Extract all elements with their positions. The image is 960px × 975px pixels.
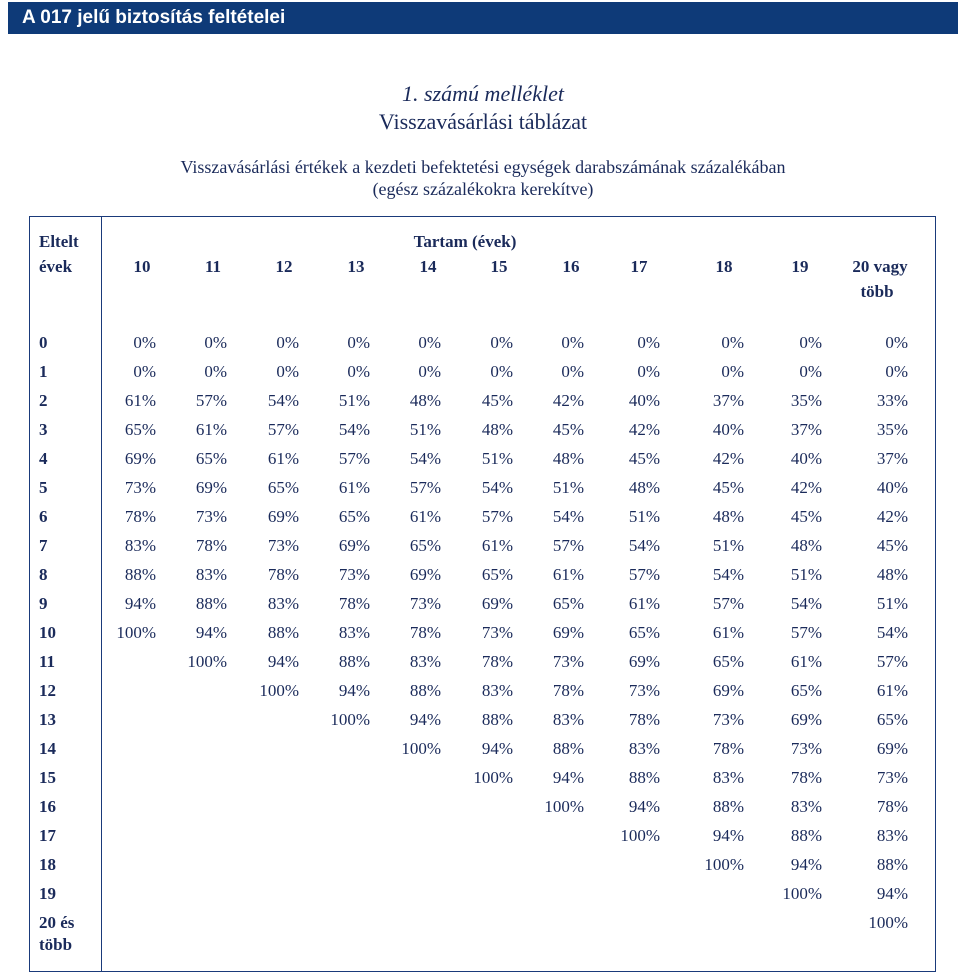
table-cell: 61% [481, 536, 513, 555]
row-label-text: 9 [39, 594, 48, 613]
table-cell: 73% [124, 478, 156, 497]
table-cell: 100% [868, 913, 908, 932]
row-label [39, 680, 99, 702]
table-cell: 0% [799, 362, 822, 381]
table-cell: 65% [790, 681, 822, 700]
row-label [39, 825, 99, 847]
table-cell: 83% [338, 623, 370, 642]
table-cell: 0% [885, 362, 908, 381]
table-cell: 0% [347, 333, 370, 352]
table-cell: 78% [124, 507, 156, 526]
table-cell: 78% [409, 623, 441, 642]
row-label [39, 651, 99, 673]
table-cell: 65% [267, 478, 299, 497]
table-cell: 37% [876, 449, 908, 468]
table-cell: 69% [409, 565, 441, 584]
table-cell: 61% [712, 623, 744, 642]
table-cell: 94% [552, 768, 584, 787]
table-cell: 54% [552, 507, 584, 526]
row-label-text: 14 [39, 739, 56, 758]
table-cell: 54% [481, 478, 513, 497]
row-label-text: 20 és [39, 913, 75, 932]
table-cell: 73% [338, 565, 370, 584]
table-cell: 40% [876, 478, 908, 497]
row-label [39, 883, 99, 905]
table-cell: 57% [481, 507, 513, 526]
table-cell: 48% [712, 507, 744, 526]
table-cell: 83% [409, 652, 441, 671]
table-cell: 69% [552, 623, 584, 642]
table-cell: 78% [712, 739, 744, 758]
table-cell: 100% [401, 739, 441, 758]
table-cell: 69% [481, 594, 513, 613]
table-cell: 69% [712, 681, 744, 700]
table-title: Visszavásárlási táblázat [378, 109, 588, 134]
table-cell: 100% [620, 826, 660, 845]
table-cell: 42% [790, 478, 822, 497]
column-header: 20 vagy [852, 257, 908, 276]
annex-title: 1. számú melléklet [402, 81, 564, 106]
column-header: 13 [347, 257, 365, 276]
table-cell: 73% [195, 507, 227, 526]
table-cell: 83% [790, 797, 822, 816]
row-label-text: 0 [39, 333, 48, 352]
table-cell: 57% [195, 391, 227, 410]
table-cell: 61% [876, 681, 908, 700]
table-cell: 69% [876, 739, 908, 758]
table-cell: 61% [628, 594, 660, 613]
table-cell: 88% [124, 565, 156, 584]
table-subtitle [0, 156, 960, 200]
row-label-text: 13 [39, 710, 56, 729]
table-cell: 94% [195, 623, 227, 642]
table-cell: 100% [259, 681, 299, 700]
table-cell: 100% [782, 884, 822, 903]
table-cell: 88% [712, 797, 744, 816]
table-cell: 69% [267, 507, 299, 526]
table-cell: 45% [712, 478, 744, 497]
table-cell: 78% [195, 536, 227, 555]
table-cell: 42% [712, 449, 744, 468]
table-cell: 0% [133, 362, 156, 381]
table-cell: 0% [133, 333, 156, 352]
row-label-text: 17 [39, 826, 56, 845]
table-cell: 57% [338, 449, 370, 468]
subtitle-line-2: (egész százalékokra kerekítve) [372, 179, 594, 199]
column-header-tobb: több [860, 282, 894, 301]
row-label [39, 912, 99, 956]
table-cell: 69% [195, 478, 227, 497]
table-cell: 73% [409, 594, 441, 613]
table-cell: 40% [628, 391, 660, 410]
table-cell: 57% [552, 536, 584, 555]
banner-title: A 017 jelű biztosítás feltételei [22, 7, 286, 28]
table-cell: 100% [330, 710, 370, 729]
page-heading [0, 80, 960, 136]
table-cell: 78% [481, 652, 513, 671]
table-cell: 88% [876, 855, 908, 874]
table-cell: 54% [628, 536, 660, 555]
row-label-text: 5 [39, 478, 48, 497]
table-cell: 45% [628, 449, 660, 468]
table-cell: 78% [338, 594, 370, 613]
table-cell: 73% [552, 652, 584, 671]
table-cell: 83% [552, 710, 584, 729]
table-cell: 48% [876, 565, 908, 584]
table-cell: 65% [481, 565, 513, 584]
table-cell: 65% [628, 623, 660, 642]
table-cell: 54% [338, 420, 370, 439]
table-cell: 35% [790, 391, 822, 410]
table-cell: 33% [876, 391, 908, 410]
table-cell: 51% [409, 420, 441, 439]
table-cell: 54% [876, 623, 908, 642]
table-cell: 94% [338, 681, 370, 700]
column-header: 16 [562, 257, 580, 276]
table-cell: 51% [876, 594, 908, 613]
column-header: 18 [715, 257, 733, 276]
column-header: 11 [204, 257, 222, 276]
column-header: 12 [275, 257, 293, 276]
table-cell: 61% [338, 478, 370, 497]
table-cell: 61% [409, 507, 441, 526]
table-cell: 54% [790, 594, 822, 613]
table-cell: 100% [473, 768, 513, 787]
column-header: 19 [791, 257, 809, 276]
table-cell: 51% [712, 536, 744, 555]
row-header-eltelt: Eltelt [39, 232, 79, 251]
table-cell: 0% [418, 362, 441, 381]
row-label-text: 12 [39, 681, 56, 700]
row-label-text: 7 [39, 536, 48, 555]
table-cell: 0% [637, 333, 660, 352]
table-cell: 51% [552, 478, 584, 497]
row-header-evek: évek [39, 257, 73, 276]
row-label-text: 8 [39, 565, 48, 584]
table-cell: 0% [276, 362, 299, 381]
table-cell: 65% [338, 507, 370, 526]
row-label [39, 854, 99, 876]
table-cell: 0% [721, 362, 744, 381]
row-label [39, 767, 99, 789]
table-cell: 45% [552, 420, 584, 439]
table-cell: 100% [704, 855, 744, 874]
table-cell: 65% [712, 652, 744, 671]
table-cell: 54% [409, 449, 441, 468]
table-cell: 100% [187, 652, 227, 671]
table-cell: 88% [628, 768, 660, 787]
table-cell: 69% [338, 536, 370, 555]
table-cell: 48% [409, 391, 441, 410]
table-cell: 94% [790, 855, 822, 874]
table-cell: 65% [195, 449, 227, 468]
table-cell: 83% [195, 565, 227, 584]
table-cell: 94% [409, 710, 441, 729]
table-cell: 57% [409, 478, 441, 497]
table-cell: 73% [790, 739, 822, 758]
table-cell: 78% [628, 710, 660, 729]
table-cell: 69% [124, 449, 156, 468]
table-cell: 42% [552, 391, 584, 410]
table-cell: 88% [338, 652, 370, 671]
table-cell: 51% [481, 449, 513, 468]
row-label-text: 10 [39, 623, 56, 642]
table-cell: 100% [544, 797, 584, 816]
table-cell: 40% [712, 420, 744, 439]
group-header-tartam: Tartam (évek) [413, 232, 517, 251]
table-cell: 0% [204, 333, 227, 352]
table-cell: 65% [124, 420, 156, 439]
row-label [39, 738, 99, 760]
table-cell: 94% [481, 739, 513, 758]
column-header: 14 [419, 257, 437, 276]
table-cell: 51% [338, 391, 370, 410]
table-cell: 61% [195, 420, 227, 439]
table-cell: 0% [347, 362, 370, 381]
table-cell: 88% [409, 681, 441, 700]
table-cell: 0% [490, 333, 513, 352]
table-cell: 0% [721, 333, 744, 352]
table-cell: 94% [712, 826, 744, 845]
table-cell: 0% [276, 333, 299, 352]
table-cell: 61% [790, 652, 822, 671]
table-cell: 0% [204, 362, 227, 381]
table-cell: 40% [790, 449, 822, 468]
table-cell: 83% [481, 681, 513, 700]
row-label-text: 16 [39, 797, 56, 816]
table-cell: 78% [790, 768, 822, 787]
table-cell: 94% [628, 797, 660, 816]
subtitle-line-1: Visszavásárlási értékek a kezdeti befektetési egységek darabszámának százalékában [180, 157, 786, 177]
table-cell: 88% [481, 710, 513, 729]
table-cell: 42% [628, 420, 660, 439]
table-cell: 57% [712, 594, 744, 613]
table-cell: 48% [628, 478, 660, 497]
table-cell: 45% [790, 507, 822, 526]
table-cell: 83% [628, 739, 660, 758]
column-header: 10 [133, 257, 151, 276]
table-cell: 48% [552, 449, 584, 468]
table-cell: 61% [552, 565, 584, 584]
table-cell: 57% [790, 623, 822, 642]
row-label [39, 796, 99, 818]
column-header: 15 [490, 257, 508, 276]
table-cell: 65% [552, 594, 584, 613]
row-label-text: 6 [39, 507, 48, 526]
table-cell: 48% [790, 536, 822, 555]
table-cell: 83% [124, 536, 156, 555]
table-cell: 73% [267, 536, 299, 555]
table-cell: 73% [876, 768, 908, 787]
table-cell: 88% [267, 623, 299, 642]
table-cell: 54% [712, 565, 744, 584]
table-cell: 94% [876, 884, 908, 903]
table-cell: 0% [418, 333, 441, 352]
table-cell: 78% [876, 797, 908, 816]
table-cell: 100% [116, 623, 156, 642]
row-label-text: 2 [39, 391, 48, 410]
table-cell: 94% [267, 652, 299, 671]
table-cell: 65% [409, 536, 441, 555]
table-cell: 0% [561, 362, 584, 381]
table-cell: 78% [552, 681, 584, 700]
table-cell: 88% [790, 826, 822, 845]
table-cell: 48% [481, 420, 513, 439]
row-label-text: 3 [39, 420, 48, 439]
table-cell: 69% [790, 710, 822, 729]
table-cell: 88% [552, 739, 584, 758]
table-cell: 0% [490, 362, 513, 381]
table-cell: 37% [790, 420, 822, 439]
row-label-text-line2: több [39, 935, 73, 954]
table-cell: 94% [124, 594, 156, 613]
document-banner [8, 2, 958, 34]
table-cell: 65% [876, 710, 908, 729]
table-cell: 45% [876, 536, 908, 555]
table-cell: 51% [628, 507, 660, 526]
table-cell: 57% [267, 420, 299, 439]
row-label-text: 11 [39, 652, 56, 671]
column-header: 17 [630, 257, 648, 276]
table-cell: 54% [267, 391, 299, 410]
table-cell: 88% [195, 594, 227, 613]
table-cell: 73% [712, 710, 744, 729]
table-cell: 73% [628, 681, 660, 700]
row-label-text: 15 [39, 768, 56, 787]
row-label-text: 1 [39, 362, 48, 381]
table-cell: 61% [124, 391, 156, 410]
table-cell: 0% [561, 333, 584, 352]
table-cell: 69% [628, 652, 660, 671]
row-label-text: 19 [39, 884, 56, 903]
table-cell: 0% [637, 362, 660, 381]
table-cell: 73% [481, 623, 513, 642]
table-cell: 83% [712, 768, 744, 787]
table-cell: 61% [267, 449, 299, 468]
row-label [39, 709, 99, 731]
row-label-text: 4 [39, 449, 48, 468]
table-cell: 0% [799, 333, 822, 352]
table-cell: 57% [628, 565, 660, 584]
table-cell: 35% [876, 420, 908, 439]
table-cell: 78% [267, 565, 299, 584]
table-cell: 83% [876, 826, 908, 845]
table-cell: 57% [876, 652, 908, 671]
table-cell: 45% [481, 391, 513, 410]
row-label-text: 18 [39, 855, 56, 874]
table-cell: 0% [885, 333, 908, 352]
table-cell: 83% [267, 594, 299, 613]
table-cell: 42% [876, 507, 908, 526]
table-cell: 51% [790, 565, 822, 584]
table-cell: 37% [712, 391, 744, 410]
